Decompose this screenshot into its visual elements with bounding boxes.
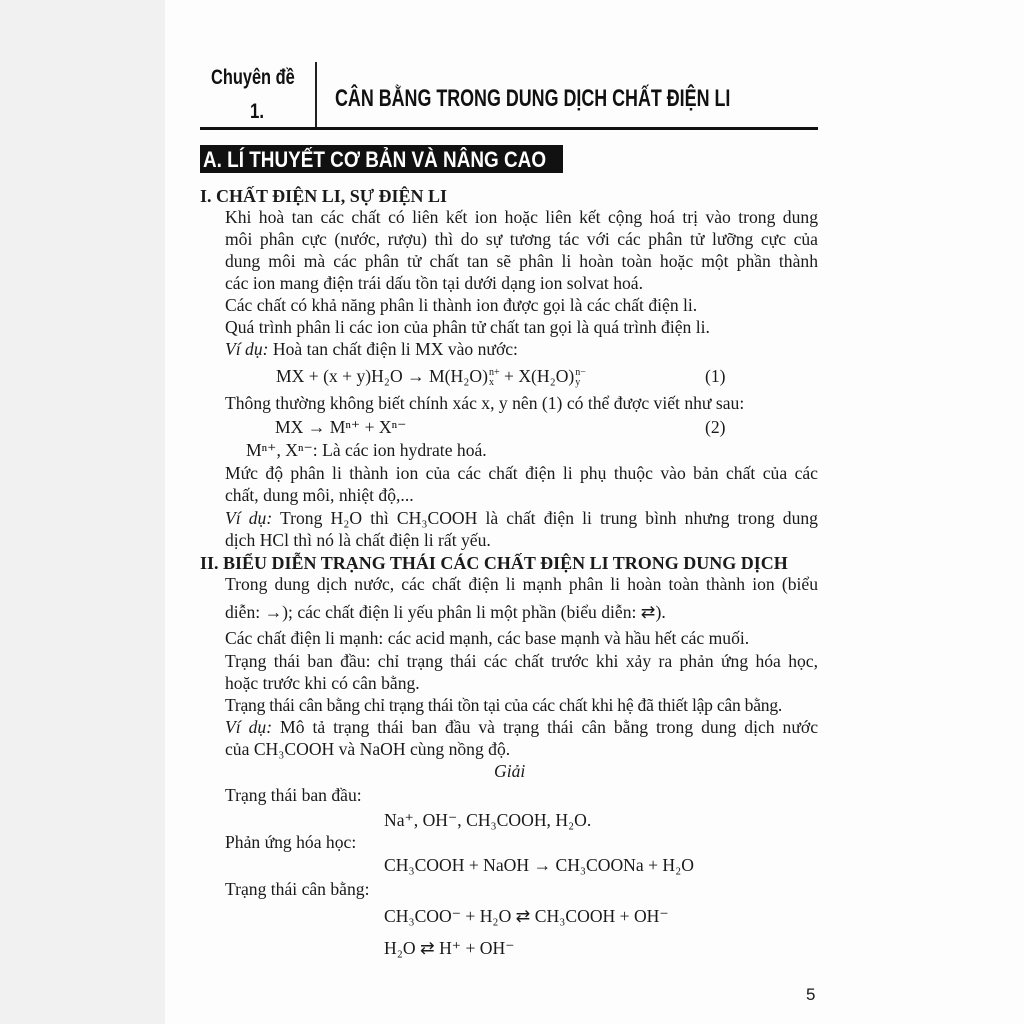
text-line: dung môi mà các phân tử chất tan sẽ phân li hoàn toàn hoặc một phần thành bbox=[225, 251, 818, 271]
text-line: Các chất điện li mạnh: các acid mạnh, các base mạnh và hầu hết các muối. bbox=[225, 628, 750, 648]
text-line: Thông thường không biết chính xác x, y nên (1) có thể được viết như sau: bbox=[225, 393, 745, 413]
equation-1-number: (1) bbox=[705, 366, 726, 386]
example-text: Hoà tan chất điện li MX vào nước: bbox=[268, 339, 518, 359]
section-a-title: A. LÍ THUYẾT CƠ BẢN VÀ NÂNG CAO bbox=[203, 147, 547, 172]
eq1-x-index: y bbox=[575, 376, 581, 388]
text-line: Khi hoà tan các chất có liên kết ion hoặc liên kết cộng hoá trị vào trong dung bbox=[225, 207, 818, 227]
example-label: Ví dụ: bbox=[225, 508, 273, 528]
example-text: Mô tả trạng thái ban đầu và trạng thái cân bằng trong dung dịch nước bbox=[272, 717, 818, 737]
text-line: Trong dung dịch nước, các chất điện li mạnh phân li hoàn toàn thành ion (biểu bbox=[225, 574, 818, 594]
equilibrium-equation-2: H₂O ⇄ H⁺ + OH⁻ bbox=[384, 938, 515, 958]
text-line: chất, dung môi, nhiệt độ,... bbox=[225, 485, 414, 505]
text-line: Mức độ phân li thành ion của các chất điện li phụ thuộc vào bản chất của các bbox=[225, 463, 818, 483]
header-divider bbox=[315, 62, 317, 128]
header-rule bbox=[200, 127, 818, 130]
equation-2: MX → Mⁿ⁺ + Xⁿ⁻ bbox=[275, 417, 407, 437]
eq1-m-index: x bbox=[488, 376, 494, 388]
text-line: Trạng thái ban đầu: chỉ trạng thái các chất trước khi xảy ra phản ứng hóa học, bbox=[225, 651, 818, 671]
text-line: diễn: →); các chất điện li yếu phân li một phần (biểu diễn: ⇄). bbox=[225, 602, 666, 622]
equation-2-note: Mⁿ⁺, Xⁿ⁻: Là các ion hydrate hoá. bbox=[246, 440, 487, 460]
initial-species: Na⁺, OH⁻, CH₃COOH, H₂O. bbox=[384, 810, 592, 830]
text-line: Các chất có khả năng phân li thành ion được gọi là các chất điện li. bbox=[225, 295, 698, 315]
chapter-label: Chuyên đề bbox=[211, 66, 295, 89]
eq1-x-charge: n− bbox=[575, 366, 586, 378]
chapter-number: 1. bbox=[250, 100, 265, 123]
text-line: Trạng thái cân bằng chỉ trạng thái tồn tại của các chất khi hệ đã thiết lập cân bằng. bbox=[225, 695, 783, 715]
text-line: hoặc trước khi có cân bằng. bbox=[225, 673, 420, 693]
solution-label: Giải bbox=[494, 761, 526, 781]
equation-1 bbox=[276, 365, 586, 388]
text-line: của CH₃COOH và NaOH cùng nồng độ. bbox=[225, 739, 511, 759]
equation-2-number: (2) bbox=[705, 417, 726, 437]
text-line: môi phân cực (nước, rượu) thì do sự tương tác với các phân tử lưỡng cực của bbox=[225, 229, 818, 249]
example-line bbox=[225, 338, 518, 360]
scan-margin bbox=[0, 0, 165, 1024]
section-banner bbox=[200, 145, 563, 173]
example-line bbox=[225, 507, 818, 529]
text-line: Trạng thái cân bằng: bbox=[225, 879, 370, 899]
text-line: các ion mang điện trái dấu tồn tại dưới dạng ion solvat hoá. bbox=[225, 273, 644, 293]
text-line: Quá trình phân li các ion của phân tử chất tan gọi là quá trình điện li. bbox=[225, 317, 710, 337]
example-line bbox=[225, 716, 818, 738]
page-number: 5 bbox=[806, 985, 816, 1004]
chapter-title: CÂN BẰNG TRONG DUNG DỊCH CHẤT ĐIỆN LI bbox=[335, 85, 731, 112]
example-label: Ví dụ: bbox=[225, 717, 273, 737]
equilibrium-equation-1: CH₃COO⁻ + H₂O ⇄ CH₃COOH + OH⁻ bbox=[384, 906, 669, 926]
eq1-m-charge: n+ bbox=[488, 366, 500, 378]
heading-part1: I. CHẤT ĐIỆN LI, SỰ ĐIỆN LI bbox=[200, 186, 448, 206]
text-line: dịch HCl thì nó là chất điện li rất yếu. bbox=[225, 530, 491, 550]
example-text: Trong H₂O thì CH₃COOH là chất điện li trung bình nhưng trong dung bbox=[272, 508, 818, 528]
eq1-rhs: + X(H₂O) bbox=[499, 366, 575, 386]
example-label: Ví dụ: bbox=[225, 339, 269, 359]
text-line: Trạng thái ban đầu: bbox=[225, 785, 362, 805]
text-line: Phản ứng hóa học: bbox=[225, 832, 357, 852]
heading-part2: II. BIỂU DIỄN TRẠNG THÁI CÁC CHẤT ĐIỆN LI TRONG DUNG DỊCH bbox=[200, 553, 788, 573]
reaction-equation: CH₃COOH + NaOH → CH₃COONa + H₂O bbox=[384, 855, 694, 875]
eq1-lhs: MX + (x + y)H₂O → M(H₂O) bbox=[276, 366, 488, 386]
